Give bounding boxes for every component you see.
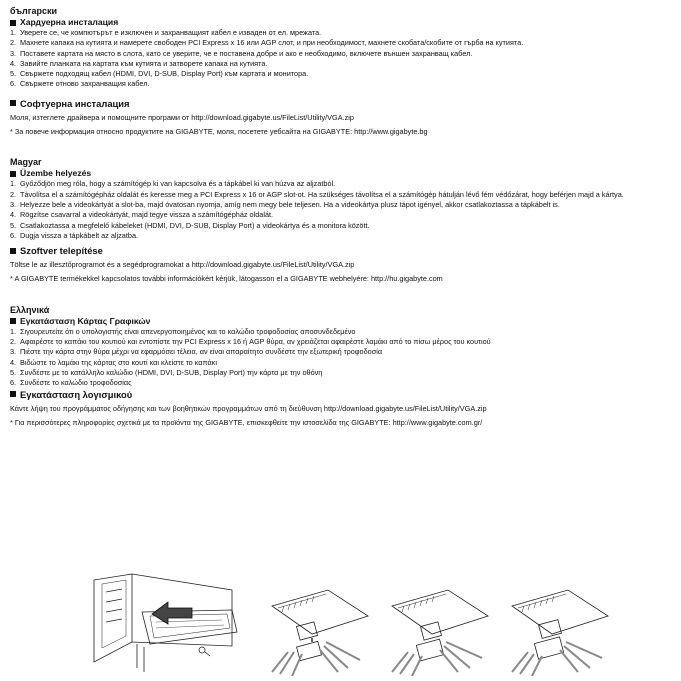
website-note: * Για περισσότερες πληροφορίες σχετικά με τα προϊόντα της GIGABYTE, επισκεφθείτε την ιστοσελίδα της GIGABYTE: http://www.gigabyte.com.gr/ — [10, 417, 483, 427]
language-title: Magyar — [10, 157, 42, 168]
list-item: 6. Dugja vissza a tápkábelt az aljzatba. — [10, 230, 139, 240]
square-bullet-icon — [10, 248, 16, 254]
list-item: 3. Helyezze bele a videokártyát a slot-ba, majd óvatosan nyomja, amíg nem megy bele teljesen. Ha a videokártya plusz tápot igényel, akkor csatlakoztassa a tápkábelt is. — [10, 199, 560, 209]
hardware-steps — [10, 28, 674, 90]
section-bulgarian — [10, 6, 674, 137]
list-item: 5. Csatlakoztassa a megfelelő kábeleket (HDMI, DVI, D-SUB, Display Port) a videokártya és a monitora között. — [10, 220, 370, 230]
square-bullet-icon — [10, 171, 16, 177]
software-heading: Szoftver telepítése — [10, 245, 674, 256]
website-note: * За повече информация относно продуктите на GIGABYTE, моля, посетете уебсайта на GIGABYTE: http://www.gigabyte.bg — [10, 127, 428, 137]
list-item: 4. Βιδώστε το λαμάκι της κάρτας στο κουτί και κλείστε το καπάκι — [10, 357, 217, 367]
website-note: * A GIGABYTE termékekkel kapcsolatos további információkért kérjük, látogasson el a GIGABYTE webhelyére: http://hu.gigabyte.com — [10, 274, 443, 284]
list-item: 5. Свържете подходящ кабел (HDMI, DVI, D-SUB, Display Port) към картата и монитора. — [10, 69, 309, 79]
hardware-steps — [10, 327, 674, 389]
hardware-heading: Üzembe helyezés — [10, 168, 674, 179]
cable-connection-illustration — [268, 586, 378, 676]
software-text: Κάντε λήψη του προγράμματος οδήγησης και των βοηθητικών προγραμμάτων από τη διεύθυνση http://download.gigabyte.us/FileList/Utility/VGA.zip — [10, 403, 487, 413]
cable-connection-illustration — [508, 586, 618, 676]
list-item: 4. Завийте планката на картата към кутията и затворете капака на кутията. — [10, 58, 268, 68]
list-item: 1. Уверете се, че компютърът е изключен и захранващият кабел е изваден от ел. мрежата. — [10, 28, 322, 37]
installation-illustrations — [0, 572, 681, 677]
section-hungarian — [10, 157, 674, 284]
list-item: 2. Αφαιρέστε το καπάκι του κουτιού και εντοπίστε την PCI Express x 16 ή AGP θύρα, αν χρειάζεται αφαιρέστε λαμάκι από το πίσω μέρος του κουτιού — [10, 337, 491, 347]
software-text: Моля, изтеглете драйвера и помощните програми от http://download.gigabyte.us/FileList/Utility/VGA.zip — [10, 112, 354, 122]
square-bullet-icon — [10, 318, 16, 324]
list-item: 3. Πιέστε την κάρτα στην θύρα μέχρι να εφαρμόσει τέλεια, αν είναι απαραίτητο συνδέστε την εξωτερική τροφοδοσία — [10, 347, 383, 357]
manual-page — [10, 6, 674, 428]
square-bullet-icon — [10, 391, 16, 397]
list-item: 2. Távolítsa el a számítógépház oldalát és keresse meg a PCI Express x 16 or AGP slot-ot. Ha szükséges távolítsa el a számítógép hátulján lévő fém védőzárat, hogy beférjen majd a kártya. — [10, 189, 624, 199]
software-heading: Εγκατάσταση λογισμικού — [10, 389, 674, 400]
hardware-steps — [10, 179, 674, 241]
software-text: Töltse le az illesztőprogramot és a segédprogramokat a http://download.gigabyte.us/FileList/Utility/VGA.zip — [10, 260, 355, 270]
square-bullet-icon — [10, 100, 16, 106]
square-bullet-icon — [10, 20, 16, 26]
hardware-heading: Хардуерна инсталация — [10, 17, 674, 28]
list-item: 5. Συνδέστε με το κατάλληλο καλώδιο (HDMI, DVI, D-SUB, Display Port) την κάρτα με την οθόνη — [10, 367, 323, 377]
language-title: Ελληνικά — [10, 304, 50, 315]
list-item: 3. Поставете картата на място в слота, като се уверите, че е поставена добре и ако е необходимо, включете външен захранващ кабел. — [10, 48, 473, 58]
section-greek — [10, 305, 674, 428]
cable-connection-illustration — [388, 586, 498, 676]
language-title: български — [10, 6, 58, 16]
list-item: 1. Σιγουρευτείτε ότι ο υπολογιστής είναι απενεργοποιημένος και το καλώδιο τροφοδοσίας αποσυνδεδεμένο — [10, 326, 356, 336]
software-heading: Софтуерна инсталация — [10, 98, 674, 109]
list-item: 4. Rögzítse csavarral a videokártyát, majd tegye vissza a számítógépház oldalát. — [10, 210, 274, 220]
list-item: 6. Свържете отново захранващия кабел. — [10, 79, 150, 89]
hardware-heading: Εγκατάσταση Κάρτας Γραφικών — [10, 316, 674, 327]
list-item: 6. Συνδέστε το καλώδιο τροφοδοσίας — [10, 378, 132, 388]
list-item: 1. Győződjön meg róla, hogy a számítógép ki van kapcsolva és a tápkábel ki van húzva az aljzatból. — [10, 179, 336, 189]
list-item: 2. Махнете капака на кутията и намерете свободен PCI Express x 16 или AGP слот, и при необходимост, махнете скобата/скобите от гърба на кутията. — [10, 38, 524, 48]
card-insertion-illustration — [92, 572, 242, 677]
